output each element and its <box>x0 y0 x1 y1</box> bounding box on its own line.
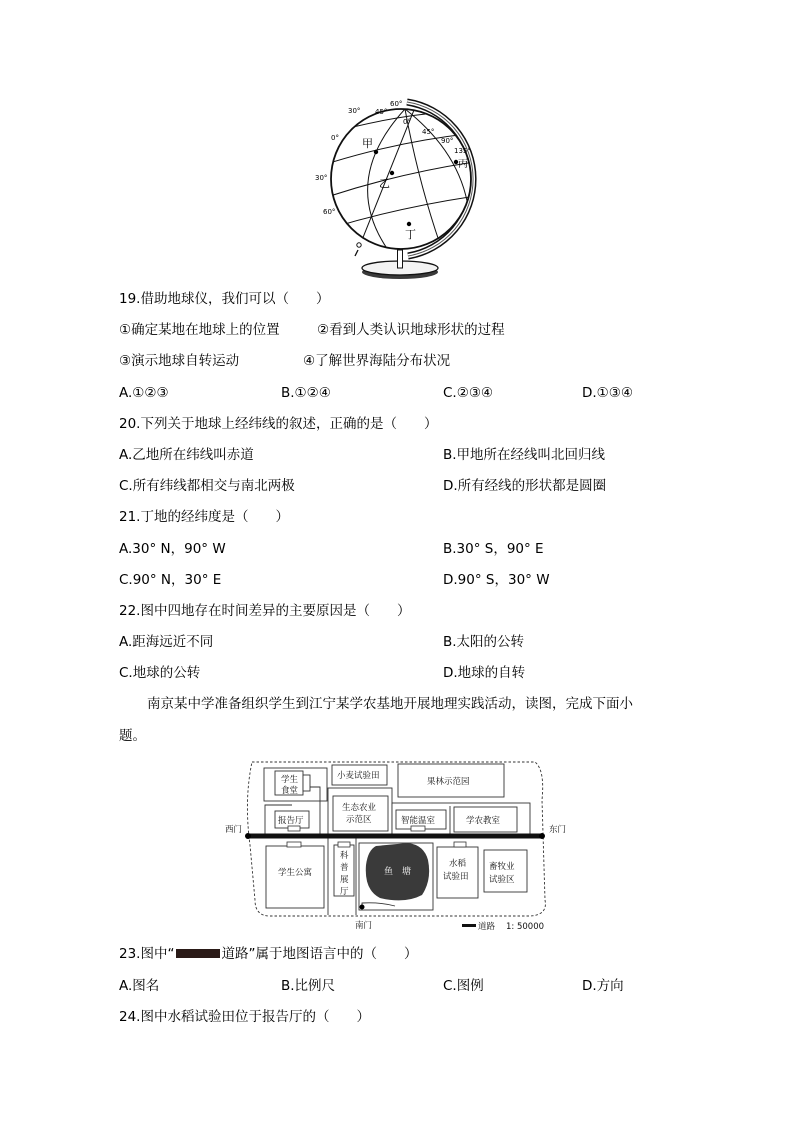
svg-text:示范区: 示范区 <box>346 815 372 825</box>
legend-road-symbol <box>462 924 476 927</box>
svg-text:1: 50000: 1: 50000 <box>506 922 545 932</box>
svg-text:食堂: 食堂 <box>281 786 299 796</box>
svg-text:科: 科 <box>340 851 349 861</box>
q19-statement-2: ②看到人类认识地球形状的过程 <box>317 322 505 338</box>
globe-sphere <box>331 109 471 249</box>
svg-text:报告厅: 报告厅 <box>278 816 304 826</box>
lat-label: 30° <box>348 107 361 115</box>
q21-option-d: D.90° S，30° W <box>443 572 550 588</box>
svg-text:试验田: 试验田 <box>443 872 469 882</box>
lat-label: 45° <box>375 108 388 116</box>
q19-option-c: C.②③④ <box>443 385 494 401</box>
svg-text:学农教室: 学农教室 <box>466 816 501 826</box>
question-20-stem: 20.下列关于地球上经纬线的叙述，正确的是（ ） <box>119 416 438 432</box>
svg-text:道路: 道路 <box>478 922 496 932</box>
lon-label: 90° <box>441 137 454 145</box>
q21-option-c: C.90° N，30° E <box>119 572 222 588</box>
east-gate-label: 东门 <box>549 825 567 835</box>
point-ding <box>407 222 411 226</box>
label-yi: 乙 <box>379 177 390 190</box>
q19-option-a: A.①②③ <box>119 385 169 401</box>
west-gate-label: 西门 <box>225 825 243 835</box>
q22-option-a: A.距海远近不同 <box>119 634 214 650</box>
lat-label: 60° <box>323 208 336 216</box>
question-21-stem: 21.丁地的经纬度是（ ） <box>119 509 289 525</box>
q21-option-a: A.30° N，90° W <box>119 541 226 557</box>
svg-text:小麦试验田: 小麦试验田 <box>337 771 380 781</box>
eco-demo <box>333 796 388 831</box>
q23-option-c: C.图例 <box>443 978 484 994</box>
q23-option-a: A.图名 <box>119 978 160 994</box>
q22-option-c: C.地球的公转 <box>119 665 201 681</box>
road-legend-symbol <box>176 949 220 958</box>
q20-option-a: A.乙地所在纬线叫赤道 <box>119 447 254 463</box>
q19-option-d: D.①③④ <box>582 385 633 401</box>
intro-line-1: 南京某中学准备组织学生到江宁某学农基地开展地理实践活动，读图，完成下面小 <box>147 696 633 712</box>
q22-option-b: B.太阳的公转 <box>443 634 525 650</box>
east-gate-dot <box>539 833 545 839</box>
q23-option-d: D.方向 <box>582 978 624 994</box>
lat-label: 0° <box>331 134 339 142</box>
q20-option-d: D.所有经线的形状都是圆圈 <box>443 478 607 494</box>
svg-text:学生公寓: 学生公寓 <box>278 868 313 878</box>
question-22-stem: 22.图中四地存在时间差异的主要原因是（ ） <box>119 603 411 619</box>
q19-statement-1: ①确定某地在地球上的位置 <box>119 322 280 338</box>
question-19-stem: 19.借助地球仪，我们可以（ ） <box>119 291 330 307</box>
svg-text:普: 普 <box>340 863 349 873</box>
lon-label: 135° <box>454 147 471 155</box>
lat-label: 30° <box>315 174 328 182</box>
svg-text:畜牧业: 畜牧业 <box>489 862 515 872</box>
lat-label: 60° <box>390 100 403 108</box>
svg-text:展: 展 <box>340 875 349 885</box>
svg-text:生态农业: 生态农业 <box>342 803 377 813</box>
intro-line-2: 题。 <box>119 728 146 744</box>
south-gate-label: 南门 <box>355 921 373 931</box>
lon-label: 45° <box>422 128 435 136</box>
q22-option-d: D.地球的自转 <box>443 665 526 681</box>
question-24-stem: 24.图中水稻试验田位于报告厅的（ ） <box>119 1009 370 1025</box>
q19-statement-3: ③演示地球自转运动 <box>119 353 240 369</box>
lon-label: 0° <box>403 118 411 126</box>
label-ding: 丁 <box>405 228 416 241</box>
svg-text:试验区: 试验区 <box>489 875 515 885</box>
globe-figure <box>0 0 794 300</box>
svg-text:智能温室: 智能温室 <box>401 816 436 826</box>
q20-option-b: B.甲地所在经线叫北回归线 <box>443 447 606 463</box>
label-bing: 丙 <box>458 159 468 170</box>
label-jia: 甲 <box>362 137 373 150</box>
q21-option-b: B.30° S，90° E <box>443 541 544 557</box>
svg-text:学生: 学生 <box>281 775 299 785</box>
q19-statement-4: ④了解世界海陆分布状况 <box>303 353 451 369</box>
q23-option-b: B.比例尺 <box>281 978 336 994</box>
pond-label: 鱼 塘 <box>384 867 412 877</box>
point-jia <box>374 150 378 154</box>
west-gate-dot <box>245 833 251 839</box>
svg-text:水稻: 水稻 <box>449 859 467 869</box>
farm-map <box>0 752 794 942</box>
svg-text:果林示范园: 果林示范园 <box>427 777 470 787</box>
q19-option-b: B.①②④ <box>281 385 331 401</box>
q20-option-c: C.所有纬线都相交与南北两极 <box>119 478 295 494</box>
point-yi <box>390 171 394 175</box>
svg-text:厅: 厅 <box>340 887 349 897</box>
question-23-stem: 23.图中“ 道路”属于地图语言中的（ ） <box>119 946 418 962</box>
